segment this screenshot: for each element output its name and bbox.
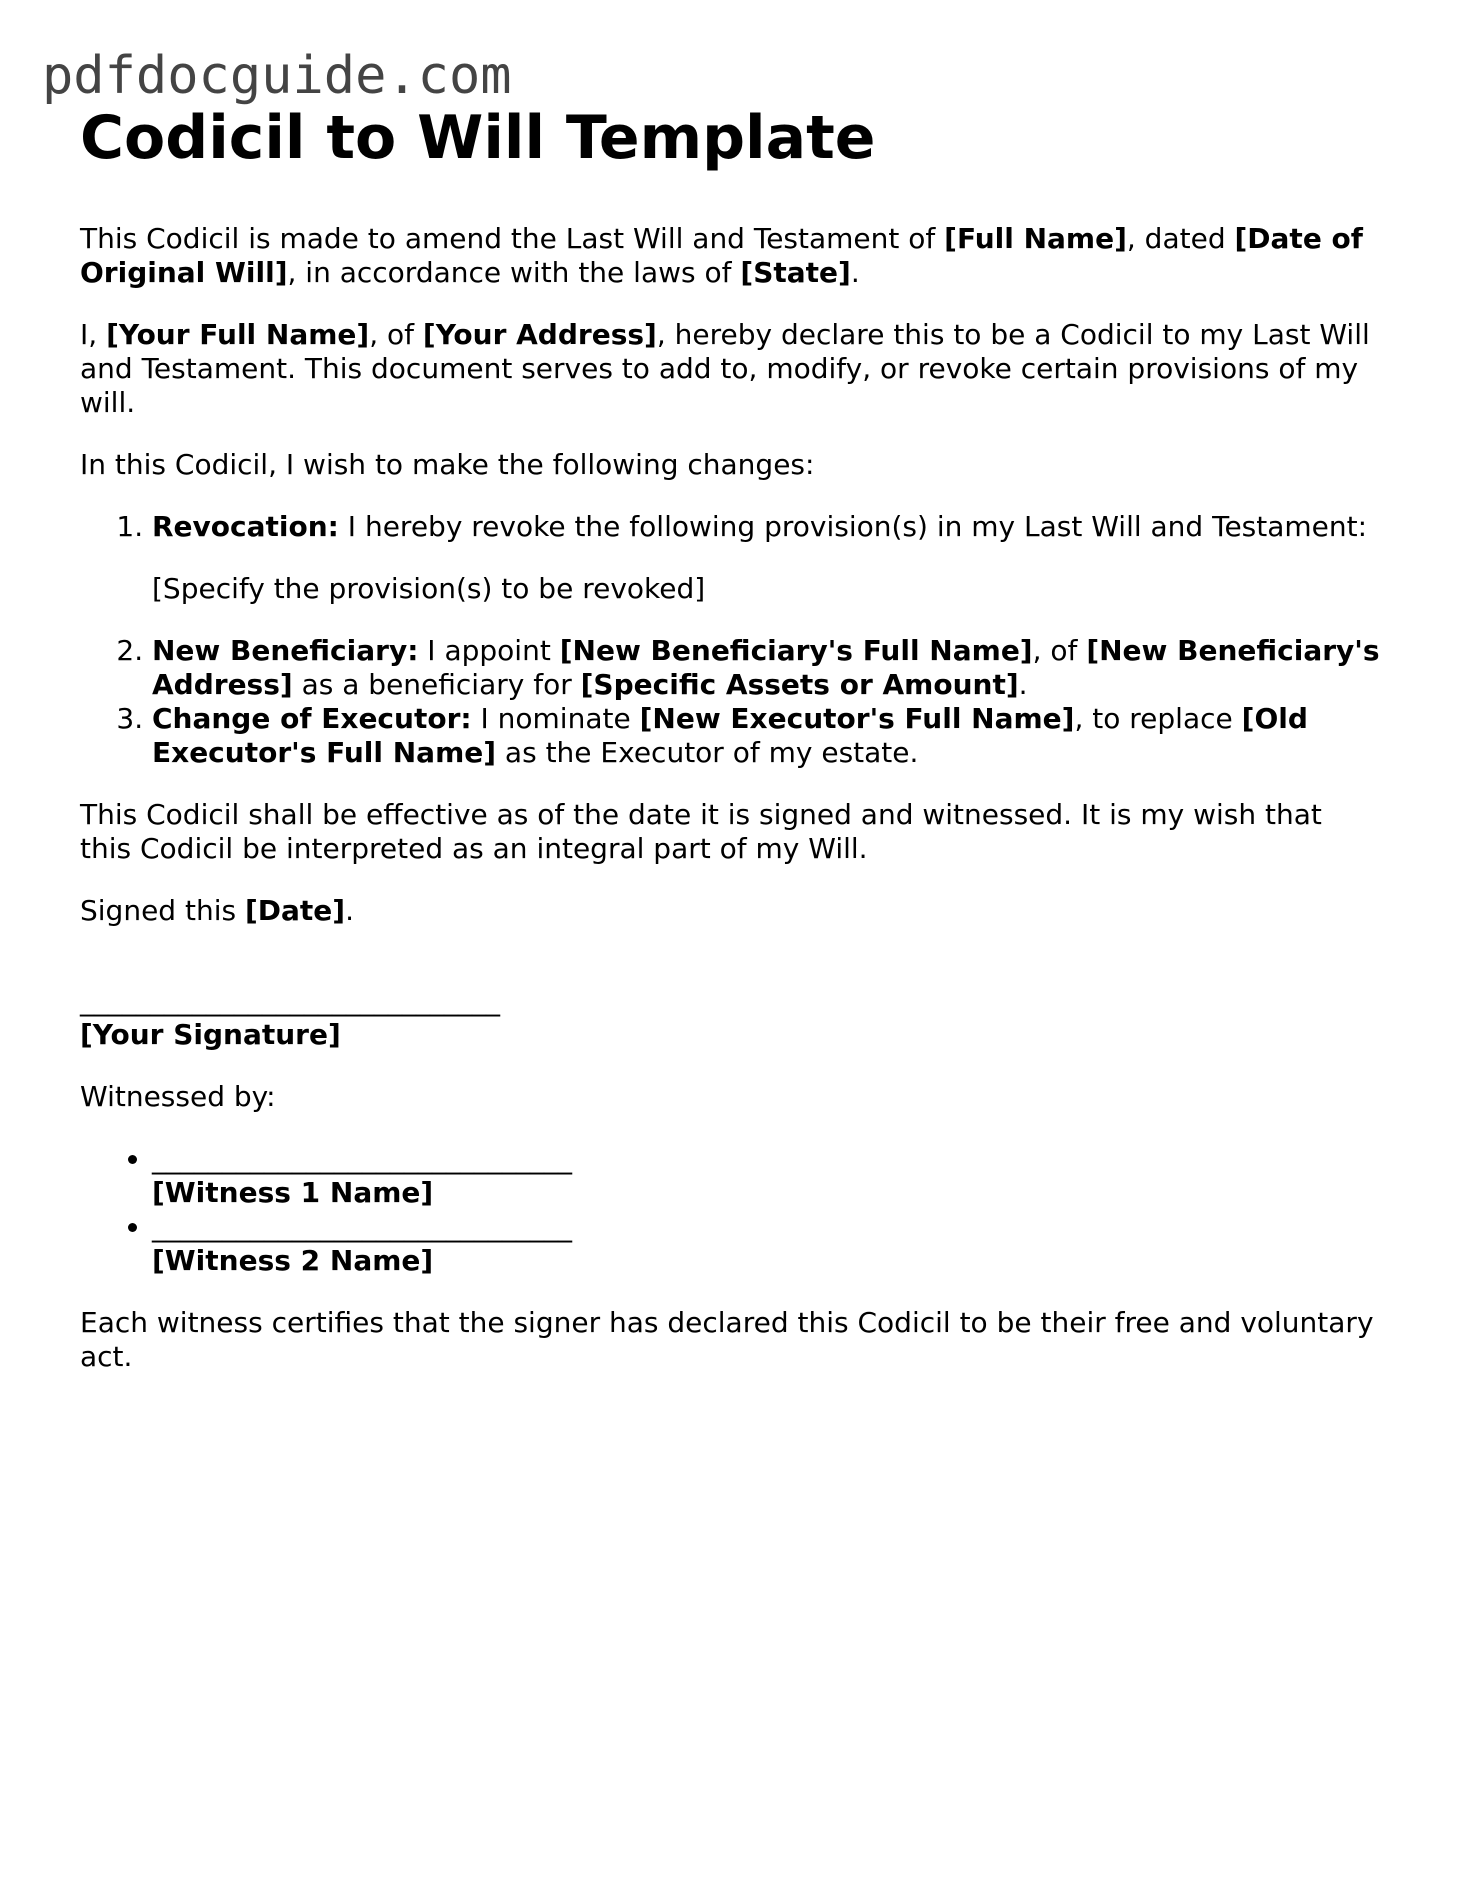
signed-date-line: Signed this [Date]. bbox=[80, 894, 354, 927]
effective-paragraph: This Codicil shall be effective as of the date it is signed and witnessed. It is my wish that this Codicil be interpreted as an integral part of my Will. bbox=[80, 798, 1322, 865]
list-item-change-executor: 3. Change of Executor: I nominate [New Executor's Full Name], to replace [Old Executor's Full Name] as the Executor of my estate. bbox=[152, 702, 1380, 770]
full-name-placeholder: [Full Name] bbox=[944, 222, 1127, 255]
signature-label: [Your Signature] bbox=[80, 1018, 341, 1051]
signature-block bbox=[80, 984, 1380, 1052]
your-full-name-placeholder: [Your Full Name] bbox=[106, 318, 370, 351]
witness-2-name-label: [Witness 2 Name] bbox=[152, 1244, 434, 1277]
state-placeholder: [State] bbox=[740, 256, 851, 289]
page-title: Codicil to Will Template bbox=[80, 103, 876, 173]
beneficiary-name-placeholder: [New Beneficiary's Full Name] bbox=[559, 634, 1033, 667]
date-placeholder: [Date] bbox=[244, 894, 346, 927]
witness-1-signature-line: ______________________________ bbox=[152, 1142, 572, 1175]
changes-intro: In this Codicil, I wish to make the following changes: bbox=[80, 448, 815, 481]
revocation-placeholder: [Specify the provision(s) to be revoked] bbox=[152, 572, 706, 605]
original-will-date-placeholder: [Date of Original Will] bbox=[80, 222, 1363, 289]
witness-1-name-label: [Witness 1 Name] bbox=[152, 1176, 434, 1209]
list-item-new-beneficiary: 2. New Beneficiary: I appoint [New Beneficiary's Full Name], of [New Beneficiary's Address] as a beneficiary for [Specific Assets or Amount]. bbox=[152, 634, 1380, 702]
change-executor-label: Change of Executor: bbox=[152, 702, 472, 735]
intro-paragraph: This Codicil is made to amend the Last Will and Testament of [Full Name], dated [Date of Original Will], in accordance with the laws of [State]. bbox=[80, 222, 1363, 289]
assets-placeholder: [Specific Assets or Amount] bbox=[580, 668, 1019, 701]
revocation-label: Revocation: bbox=[152, 510, 339, 543]
certification-paragraph: Each witness certifies that the signer has declared this Codicil to be their free and voluntary act. bbox=[80, 1306, 1374, 1373]
watermark: pdfdocguide.com bbox=[42, 46, 512, 106]
new-executor-placeholder: [New Executor's Full Name] bbox=[639, 702, 1075, 735]
changes-list bbox=[80, 510, 1380, 770]
witness-list bbox=[80, 1142, 1380, 1278]
your-address-placeholder: [Your Address] bbox=[422, 318, 657, 351]
list-item-revocation: 1. Revocation: I hereby revoke the following provision(s) in my Last Will and Testament: [Specify the provision(s) to be revoked] bbox=[152, 510, 1380, 606]
new-beneficiary-label: New Beneficiary: bbox=[152, 634, 419, 667]
witness-item bbox=[152, 1210, 1380, 1278]
document-body bbox=[80, 100, 1380, 1402]
beneficiary-address-placeholder: [New Beneficiary's Address] bbox=[152, 634, 1380, 701]
witness-item bbox=[152, 1142, 1380, 1210]
witnessed-by-label: Witnessed by: bbox=[80, 1080, 276, 1113]
witness-2-signature-line: ______________________________ bbox=[152, 1210, 572, 1243]
old-executor-placeholder: [Old Executor's Full Name] bbox=[152, 702, 1308, 769]
signature-line: ______________________________ bbox=[80, 984, 500, 1017]
declaration-paragraph: I, [Your Full Name], of [Your Address], hereby declare this to be a Codicil to my Last Will and Testament. This document serves to add to, modify, or revoke certain provisions of my will. bbox=[80, 318, 1370, 419]
